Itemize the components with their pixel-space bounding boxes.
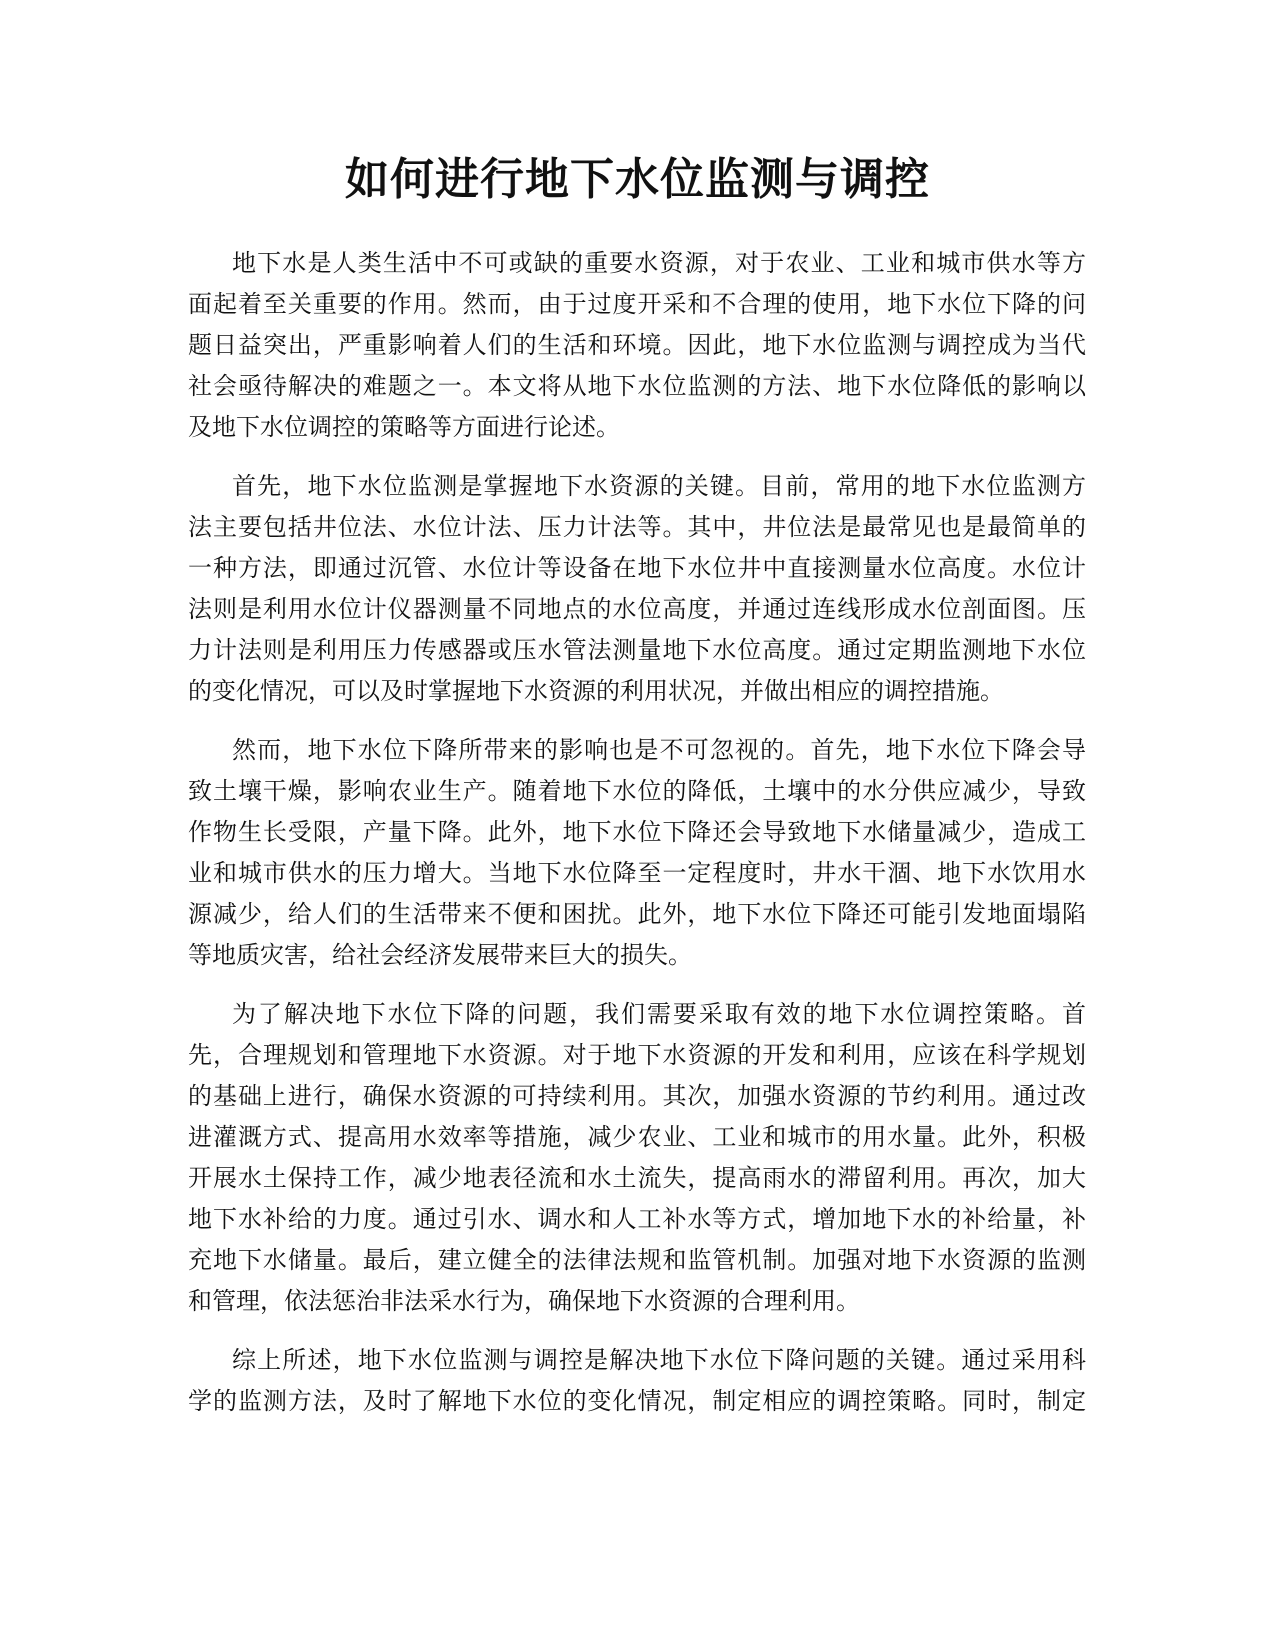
paragraph-line: 致土壤干燥，影响农业生产。随着地下水位的降低，土壤中的水分供应减少，导致 bbox=[188, 777, 1086, 805]
paragraph-line: 学的监测方法，及时了解地下水位的变化情况，制定相应的调控策略。同时，制定 bbox=[188, 1387, 1086, 1415]
paragraph bbox=[188, 243, 1086, 448]
paragraph-line: 题日益突出，严重影响着人们的生活和环境。因此，地下水位监测与调控成为当代 bbox=[188, 331, 1086, 359]
paragraph bbox=[188, 994, 1086, 1322]
paragraph bbox=[188, 1340, 1086, 1422]
paragraph bbox=[188, 466, 1086, 712]
paragraph-line: 力计法则是利用压力传感器或压水管法测量地下水位高度。通过定期监测地下水位 bbox=[188, 636, 1086, 664]
paragraph bbox=[188, 730, 1086, 976]
paragraph-line: 一种方法，即通过沉管、水位计等设备在地下水位井中直接测量水位高度。水位计 bbox=[188, 554, 1086, 582]
paragraph-line: 的基础上进行，确保水资源的可持续利用。其次，加强水资源的节约利用。通过改 bbox=[188, 1082, 1086, 1110]
paragraph-line: 及地下水位调控的策略等方面进行论述。 bbox=[188, 413, 620, 441]
document-title: 如何进行地下水位监测与调控 bbox=[345, 154, 930, 205]
paragraph-line: 的变化情况，可以及时掌握地下水资源的利用状况，并做出相应的调控措施。 bbox=[188, 677, 1004, 705]
paragraph-line: 社会亟待解决的难题之一。本文将从地下水位监测的方法、地下水位降低的影响以 bbox=[188, 372, 1086, 400]
paragraph-line: 法主要包括井位法、水位计法、压力计法等。其中，井位法是最常见也是最简单的 bbox=[188, 513, 1086, 541]
paragraph-line: 等地质灾害，给社会经济发展带来巨大的损失。 bbox=[188, 941, 692, 969]
paragraph-line: 综上所述，地下水位监测与调控是解决地下水位下降问题的关键。通过采用科 bbox=[232, 1346, 1086, 1374]
paragraph-line: 进灌溉方式、提高用水效率等措施，减少农业、工业和城市的用水量。此外，积极 bbox=[188, 1123, 1086, 1151]
paragraph-line: 首先，地下水位监测是掌握地下水资源的关键。目前，常用的地下水位监测方 bbox=[232, 472, 1086, 500]
paragraph-line: 作物生长受限，产量下降。此外，地下水位下降还会导致地下水储量减少，造成工 bbox=[188, 818, 1086, 846]
paragraph-line: 先，合理规划和管理地下水资源。对于地下水资源的开发和利用，应该在科学规划 bbox=[188, 1041, 1086, 1069]
paragraph-line: 和管理，依法惩治非法采水行为，确保地下水资源的合理利用。 bbox=[188, 1287, 860, 1315]
paragraph-line: 开展水土保持工作，减少地表径流和水土流失，提高雨水的滞留利用。再次，加大 bbox=[188, 1164, 1086, 1192]
paragraph-line: 为了解决地下水位下降的问题，我们需要采取有效的地下水位调控策略。首 bbox=[232, 1000, 1086, 1028]
paragraph-line: 法则是利用水位计仪器测量不同地点的水位高度，并通过连线形成水位剖面图。压 bbox=[188, 595, 1086, 623]
paragraph-line: 充地下水储量。最后，建立健全的法律法规和监管机制。加强对地下水资源的监测 bbox=[188, 1246, 1086, 1274]
paragraph-line: 地下水补给的力度。通过引水、调水和人工补水等方式，增加地下水的补给量，补 bbox=[188, 1205, 1086, 1233]
paragraph-line: 源减少，给人们的生活带来不便和困扰。此外，地下水位下降还可能引发地面塌陷 bbox=[188, 900, 1086, 928]
paragraph-line: 地下水是人类生活中不可或缺的重要水资源，对于农业、工业和城市供水等方 bbox=[232, 249, 1086, 277]
paragraph-line: 业和城市供水的压力增大。当地下水位降至一定程度时，井水干涸、地下水饮用水 bbox=[188, 859, 1086, 887]
document-body bbox=[188, 243, 1086, 1440]
paragraph-line: 然而，地下水位下降所带来的影响也是不可忽视的。首先，地下水位下降会导 bbox=[232, 736, 1086, 764]
paragraph-line: 面起着至关重要的作用。然而，由于过度开采和不合理的使用，地下水位下降的问 bbox=[188, 290, 1086, 318]
